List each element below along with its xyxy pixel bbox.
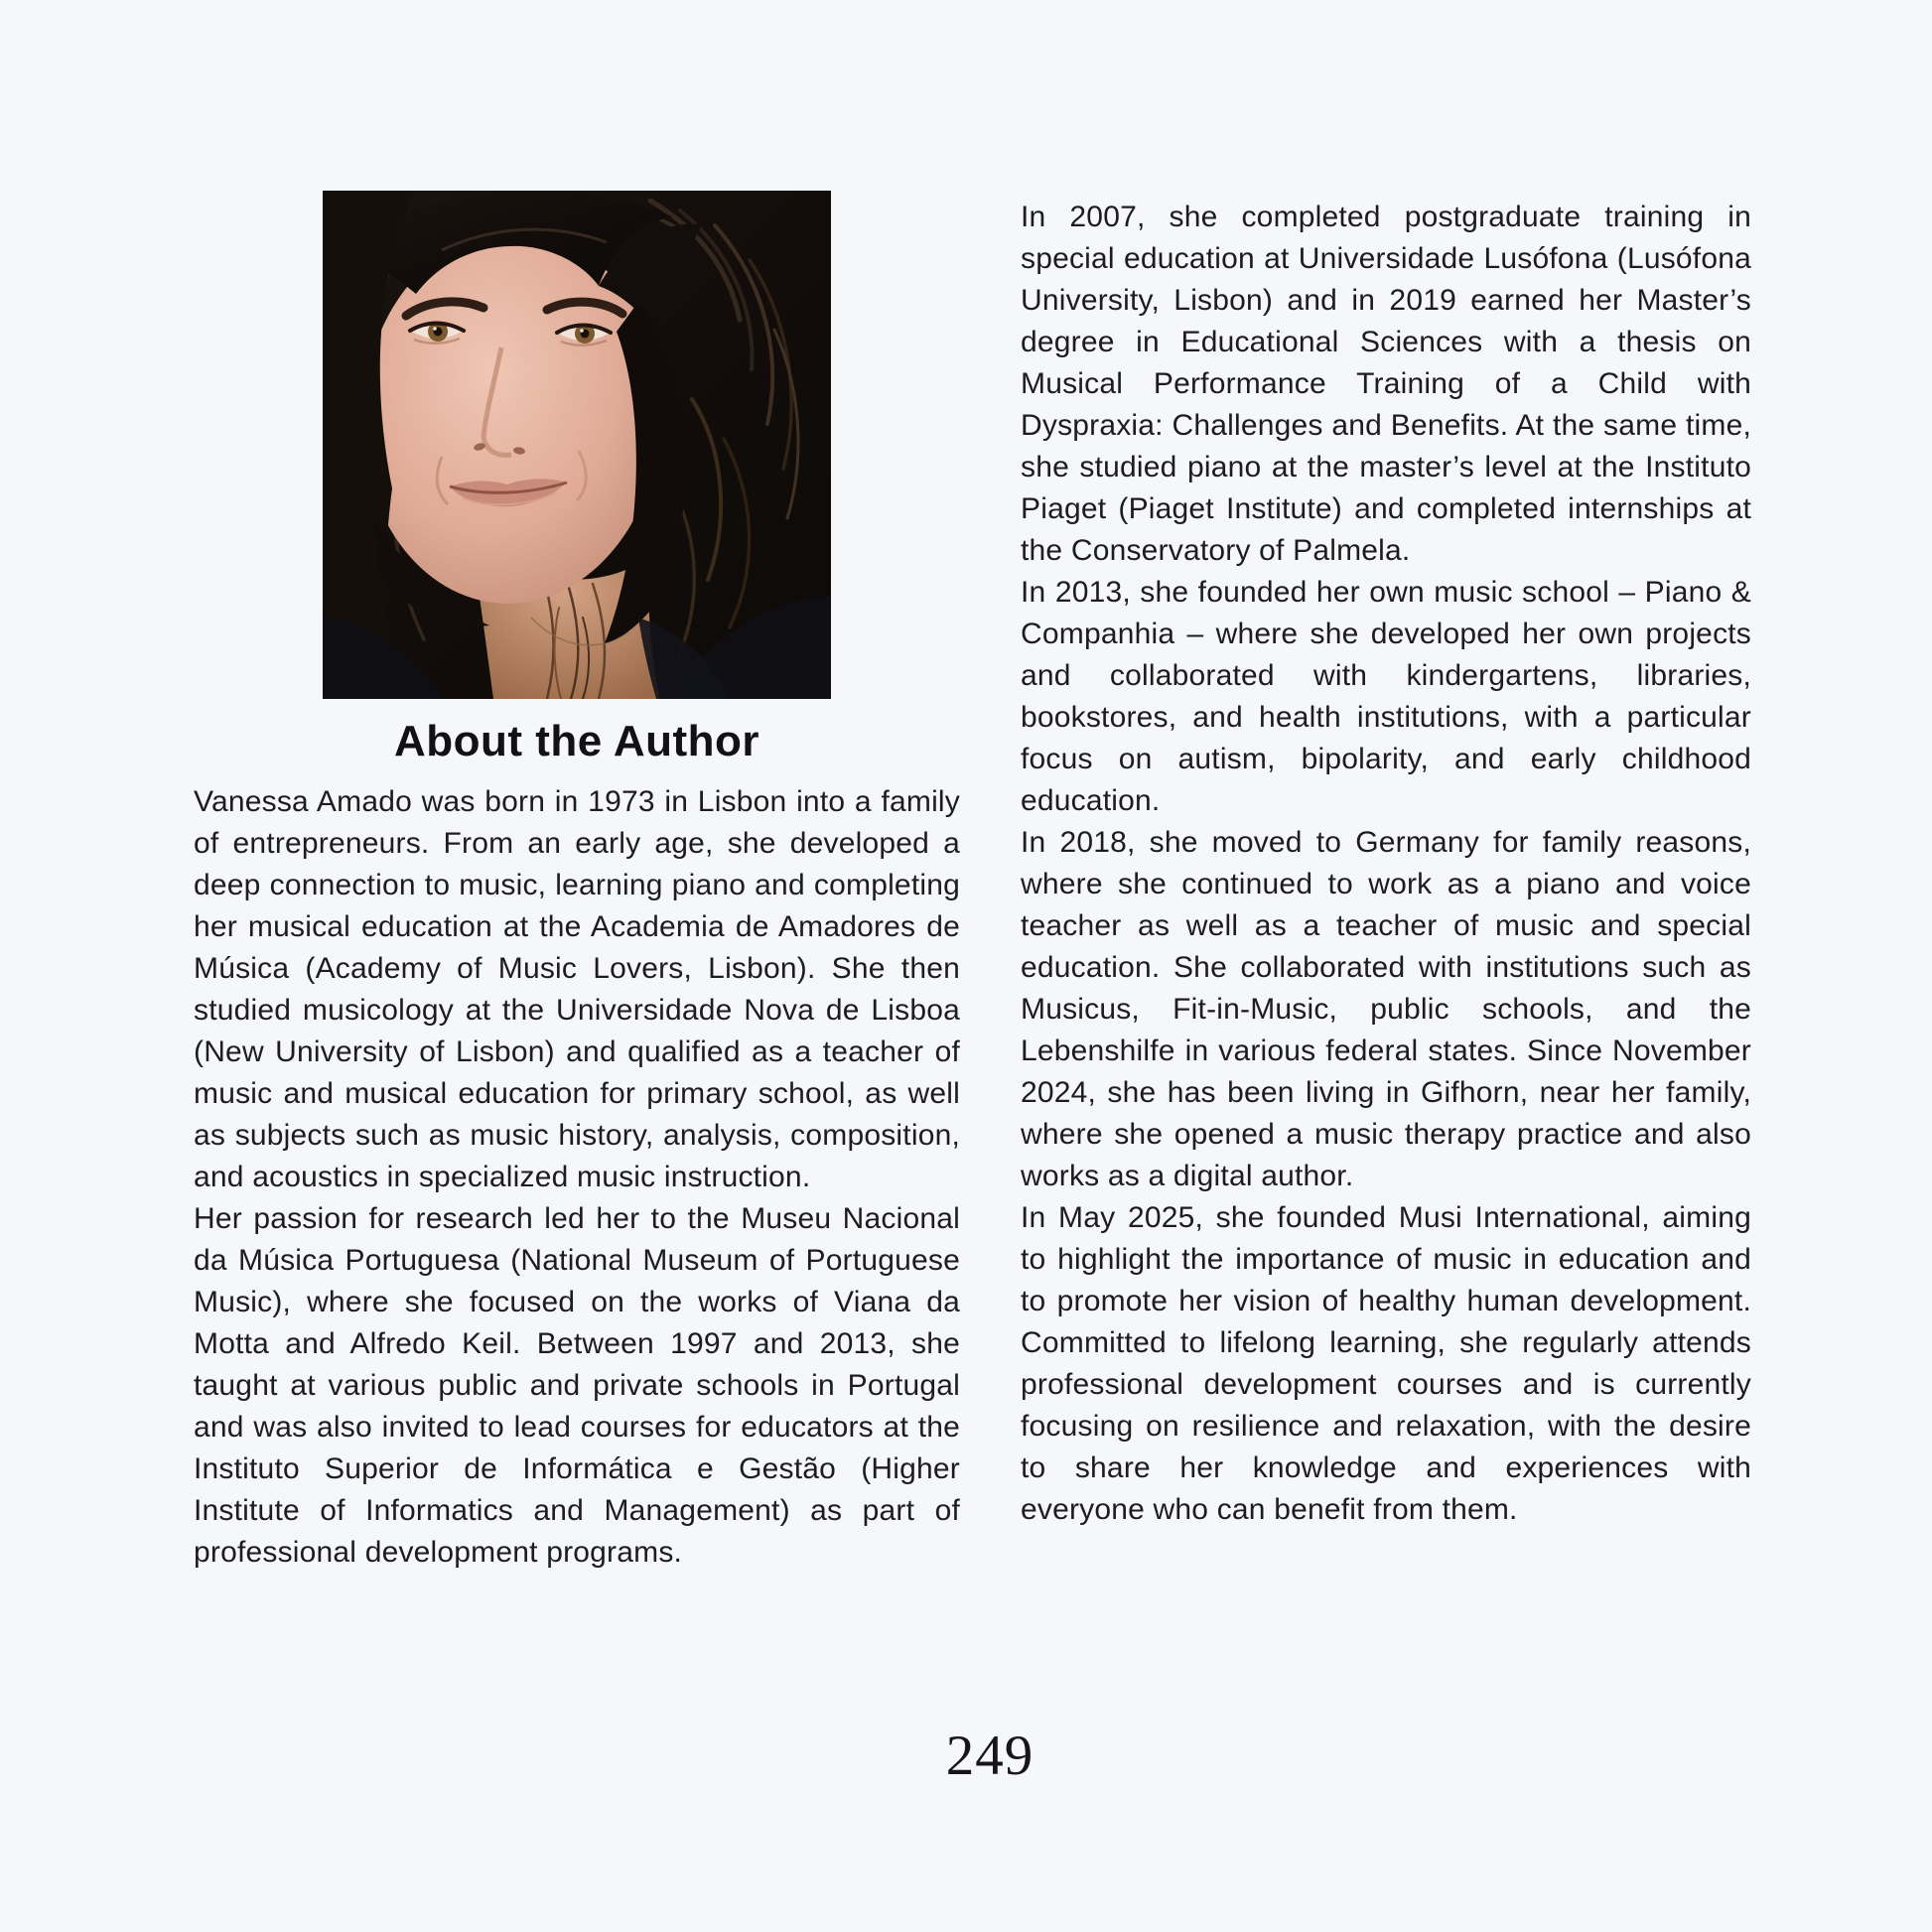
page-number: 249: [945, 1725, 1035, 1787]
bio-paragraph-3: In 2007, she completed postgraduate training in special education at Universidade Lusófona (Lusófona University, Lisbon) and in 2019 earned her Master’s degree in Educational Sciences with a thesis on Musical Performance Training of a Child with Dyspraxia: Challenges and Benefits. At the same time, she studied piano at the master’s level at the Instituto Piaget (Piaget Institute) and completed internships at the Conservatory of Palmela.: [1021, 201, 1751, 567]
bio-paragraph-4: In 2013, she founded her own music school – Piano & Companhia – where she developed her own projects and collaborated with kindergartens, libraries, bookstores, and health institutions, with a particular focus on autism, bipolarity, and early childhood education.: [1021, 576, 1751, 817]
bio-paragraph-5: In 2018, she moved to Germany for family reasons, where she continued to work as a piano and voice teacher as well as a teacher of music and special education. She collaborated with institutions such as Musicus, Fit-in-Music, public schools, and the Lebenshilfe in various federal states. Since November 2024, she has been living in Gifhorn, near her family, where she opened a music therapy practice and also works as a digital author.: [1021, 826, 1751, 1192]
bio-paragraph-1: Vanessa Amado was born in 1973 in Lisbon into a family of entrepreneurs. From an early age, she developed a deep connection to music, learning piano and completing her musical education at the Academia de Amadores de Música (Academy of Music Lovers, Lisbon). She then studied musicology at the Universidade Nova de Lisboa (New University of Lisbon) and qualified as a teacher of music and musical education for primary school, as well as subjects such as music history, analysis, composition, and acoustics in specialized music instruction.: [194, 784, 960, 1193]
author-photo: [323, 191, 831, 699]
bio-paragraph-6: In May 2025, she founded Musi International, aiming to highlight the importance of music in education and to promote her vision of healthy human development. Committed to lifelong learning, she regularly attends professional development courses and is currently focusing on resilience and relaxation, with the desire to share her knowledge and experiences with everyone who can benefit from them.: [1021, 1201, 1751, 1526]
bio-paragraph-2: Her passion for research led her to the Museu Nacional da Música Portuguesa (National Museum of Portuguese Music), where she focused on the works of Viana da Motta and Alfredo Keil. Between 1997 and 2013, she taught at various public and private schools in Portugal and was also invited to lead courses for educators at the Instituto Superior de Informática e Gestão (Higher Institute of Informatics and Management) as part of professional development programs.: [194, 1201, 960, 1569]
right-column: [1021, 197, 1751, 1531]
section-title: About the Author: [393, 717, 760, 765]
left-column: [194, 189, 960, 1574]
